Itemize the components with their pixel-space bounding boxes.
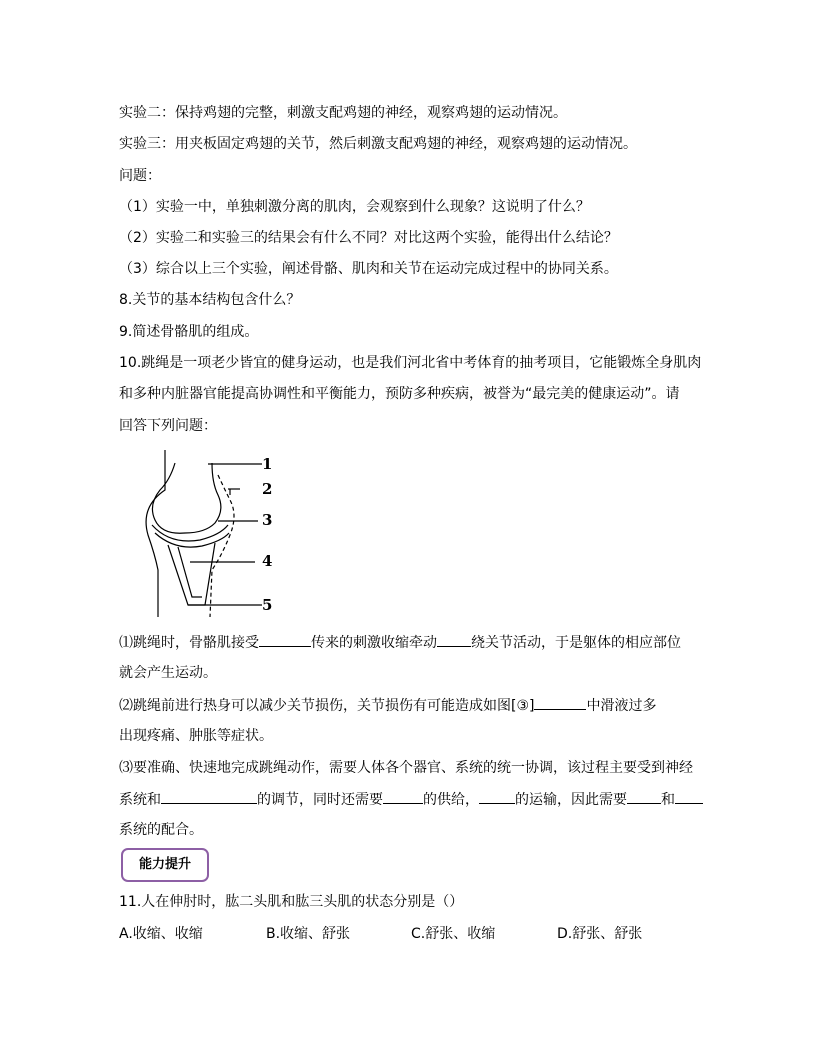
question-1: （1）实验一中，单独刺激分离的肌肉，会观察到什么现象？这说明了什么？ bbox=[119, 199, 590, 215]
diagram-label-5: 5 bbox=[262, 596, 273, 614]
sub-question-1: ⑴跳绳时，骨骼肌接受 传来的刺激收缩牵动 绕关节活动，于是躯体的相应部位 bbox=[119, 632, 681, 653]
answer-blank[interactable] bbox=[479, 789, 515, 804]
answer-blank[interactable] bbox=[534, 695, 586, 710]
section-badge: 能力提升 bbox=[121, 848, 209, 882]
option-a[interactable]: A.收缩、收缩 bbox=[119, 926, 203, 942]
sub-question-1-cont: 就会产生运动。 bbox=[119, 665, 217, 681]
answer-blank[interactable] bbox=[383, 789, 423, 804]
question-11: 11.人在伸肘时，肱二头肌和肱三头肌的状态分别是（） bbox=[119, 894, 464, 910]
diagram-label-2: 2 bbox=[262, 480, 273, 498]
option-c[interactable]: C.舒张、收缩 bbox=[411, 926, 496, 942]
item-10-line-2: 和多种内脏器官能提高协调性和平衡能力，预防多种疾病，被誉为“最完美的健康运动”。请 bbox=[119, 386, 680, 402]
answer-blank[interactable] bbox=[161, 789, 257, 804]
diagram-label-1: 1 bbox=[262, 455, 273, 473]
sub-question-2-cont: 出现疼痛、肿胀等症状。 bbox=[119, 728, 273, 744]
diagram-label-3: 3 bbox=[262, 511, 273, 529]
answer-blank[interactable] bbox=[437, 632, 471, 647]
item-10-line-1: 10.跳绳是一项老少皆宜的健身运动，也是我们河北省中考体育的抽考项目，它能锻炼全身肌肉 bbox=[119, 355, 702, 371]
option-d[interactable]: D.舒张、舒张 bbox=[557, 926, 643, 942]
answer-blank[interactable] bbox=[259, 632, 311, 647]
diagram-label-4: 4 bbox=[262, 552, 273, 570]
question-3: （3）综合以上三个实验，阐述骨骼、肌肉和关节在运动完成过程中的协同关系。 bbox=[119, 261, 618, 277]
sub-question-3: ⑶要准确、快速地完成跳绳动作，需要人体各个器官、系统的统一协调，该过程主要受到神经 bbox=[119, 760, 693, 776]
sub-question-3-end: 系统的配合。 bbox=[119, 822, 203, 838]
answer-blank[interactable] bbox=[675, 789, 703, 804]
item-8: 8.关节的基本结构包含什么？ bbox=[119, 292, 301, 308]
item-9: 9.简述骨骼肌的组成。 bbox=[119, 324, 259, 340]
option-b[interactable]: B.收缩、舒张 bbox=[266, 926, 351, 942]
upper-bone bbox=[152, 463, 220, 533]
line-exp3: 实验三：用夹板固定鸡翅的关节，然后刺激支配鸡翅的神经，观察鸡翅的运动情况。 bbox=[119, 136, 637, 152]
answer-blank[interactable] bbox=[627, 789, 661, 804]
sub-question-2: ⑵跳绳前进行热身可以减少关节损伤，关节损伤有可能造成如图[③] 中滑液过多 bbox=[119, 695, 656, 716]
sub-question-3-cont: 系统和 的调节，同时还需要 的供给， 的运输，因此需要 和 bbox=[119, 789, 703, 810]
line-exp2: 实验二：保持鸡翅的完整，刺激支配鸡翅的神经，观察鸡翅的运动情况。 bbox=[119, 105, 567, 121]
question-2: （2）实验二和实验三的结果会有什么不同？对比这两个实验，能得出什么结论？ bbox=[119, 230, 618, 246]
item-10-line-3: 回答下列问题： bbox=[119, 418, 217, 434]
question-heading: 问题： bbox=[119, 168, 161, 184]
